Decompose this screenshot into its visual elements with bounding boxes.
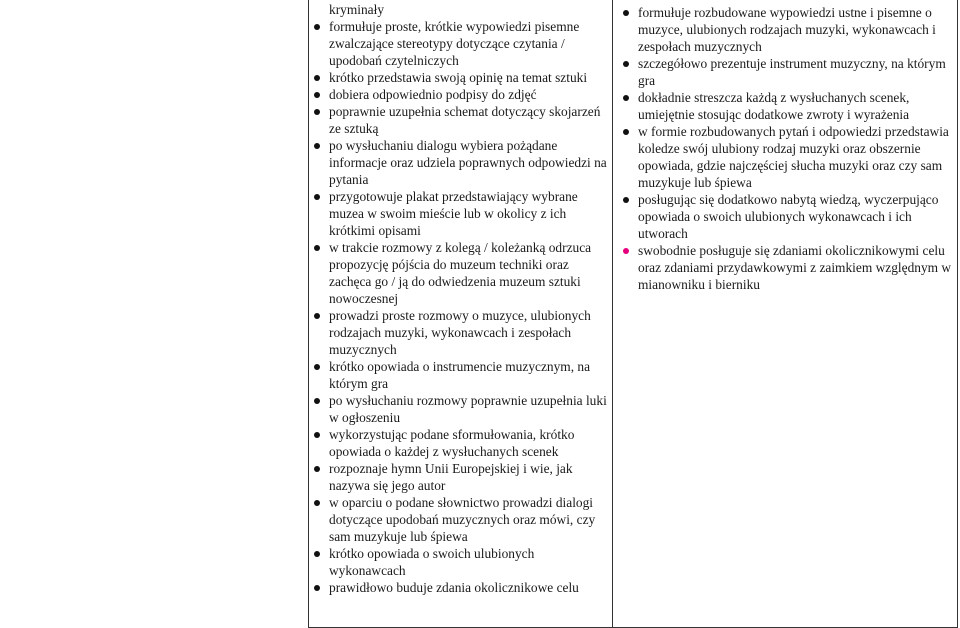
list-item-text: po wysłuchaniu dialogu wybiera pożądane informacje oraz udziela poprawnych odpowiedzi na pytania <box>329 138 607 187</box>
list-item <box>310 426 610 460</box>
bullet-icon <box>314 194 320 200</box>
list-item-text: swobodnie posługuje się zdaniami okolicznikowymi celu oraz zdaniami przydawkowymi z zaimkiem względnym w mianowniku i bierniku <box>638 243 952 292</box>
list-item-text: formułuje proste, krótkie wypowiedzi pisemne zwalczające stereotypy dotyczące czytania / upodobań czytelniczych <box>329 19 580 68</box>
list-item <box>310 494 610 545</box>
list-item-text: szczegółowo prezentuje instrument muzyczny, na którym gra <box>638 56 946 88</box>
list-item-text: rozpoznaje hymn Unii Europejskiej i wie, jak nazywa się jego autor <box>329 461 573 493</box>
bullet-icon <box>314 75 320 81</box>
list-item <box>619 89 955 123</box>
list-item <box>310 103 610 137</box>
bullet-icon <box>314 398 320 404</box>
bullet-icon <box>314 245 320 251</box>
list-item <box>310 86 610 103</box>
column-middle-list <box>310 18 610 596</box>
list-item-text: w trakcie rozmowy z kolegą / koleżanką odrzuca propozycję pójścia do muzeum techniki oraz zachęca go / ją do odwiedzenia muzeum sztuki nowoczesnej <box>329 240 592 306</box>
list-item-text: krótko przedstawia swoją opinię na temat sztuki <box>329 70 588 85</box>
bullet-icon <box>314 24 320 30</box>
list-item <box>619 123 955 191</box>
table-border-left <box>308 0 309 628</box>
bullet-icon <box>314 500 320 506</box>
list-item <box>619 55 955 89</box>
bullet-icon <box>314 551 320 557</box>
bullet-icon <box>314 143 320 149</box>
list-item <box>310 239 610 307</box>
list-item-text: formułuje rozbudowane wypowiedzi ustne i pisemne o muzyce, ulubionych rodzajach muzyki, wykonawcach i zespołach muzycznych <box>638 5 936 54</box>
list-item-text: dobiera odpowiednio podpisy do zdjęć <box>329 87 537 102</box>
bullet-icon <box>314 585 320 591</box>
list-item <box>310 358 610 392</box>
list-item-text: krótko opowiada o swoich ulubionych wykonawcach <box>329 546 535 578</box>
list-item <box>310 307 610 358</box>
bullet-icon <box>623 129 629 135</box>
list-item-text: w oparciu o podane słownictwo prowadzi dialogi dotyczące upodobań muzycznych oraz mówi, czy sam muzykuje lub śpiewa <box>329 495 596 544</box>
list-item-text: dokładnie streszcza każdą z wysłuchanych scenek, umiejętnie stosując dodatkowe zwroty i wyrażenia <box>638 90 910 122</box>
list-item-text: wykorzystując podane sformułowania, krótko opowiada o każdej z wysłuchanych scenek <box>329 427 575 459</box>
column-right-list <box>619 4 955 293</box>
list-item-text: przygotowuje plakat przedstawiający wybrane muzea w swoim mieście lub w okolicy z ich krótkimi opisami <box>329 189 578 238</box>
list-item <box>310 137 610 188</box>
list-item-text: posługując się dodatkowo nabytą wiedzą, wyczerpująco opowiada o swoich ulubionych wykonawcach i ich utworach <box>638 192 939 241</box>
list-item-text: po wysłuchaniu rozmowy poprawnie uzupełnia luki w ogłoszeniu <box>329 393 607 425</box>
list-item <box>310 69 610 86</box>
bullet-icon <box>314 109 320 115</box>
bullet-icon <box>314 92 320 98</box>
bullet-icon <box>623 248 629 254</box>
list-item-text: prawidłowo buduje zdania okolicznikowe celu <box>329 580 579 595</box>
bullet-icon <box>623 197 629 203</box>
list-item-text: prowadzi proste rozmowy o muzyce, ulubionych rodzajach muzyki, wykonawcach i zespołach muzycznych <box>329 308 591 357</box>
list-item <box>619 242 955 293</box>
list-item <box>310 460 610 494</box>
list-item <box>619 4 955 55</box>
list-item-text: poprawnie uzupełnia schemat dotyczący skojarzeń ze sztuką <box>329 104 601 136</box>
list-item <box>310 392 610 426</box>
column-middle-lead: kryminały <box>329 2 385 17</box>
table-border-right <box>957 0 958 628</box>
bullet-icon <box>623 95 629 101</box>
bullet-icon <box>314 364 320 370</box>
bullet-icon <box>623 10 629 16</box>
list-item <box>310 545 610 579</box>
list-item-text: w formie rozbudowanych pytań i odpowiedzi przedstawia koledze swój ulubiony rodzaj muzyki oraz obszernie opowiada, gdzie najczęściej słucha muzyki oraz czy sam muzykuje lub śpiewa <box>638 124 949 190</box>
list-item <box>310 188 610 239</box>
list-item-text: krótko opowiada o instrumencie muzycznym, na którym gra <box>329 359 591 391</box>
column-middle <box>310 1 610 596</box>
bullet-icon <box>623 61 629 67</box>
bullet-icon <box>314 432 320 438</box>
table-border-middle <box>612 0 613 628</box>
list-item <box>619 191 955 242</box>
list-item <box>310 579 610 596</box>
list-item <box>310 18 610 69</box>
bullet-icon <box>314 313 320 319</box>
column-right <box>619 4 955 293</box>
bullet-icon <box>314 466 320 472</box>
